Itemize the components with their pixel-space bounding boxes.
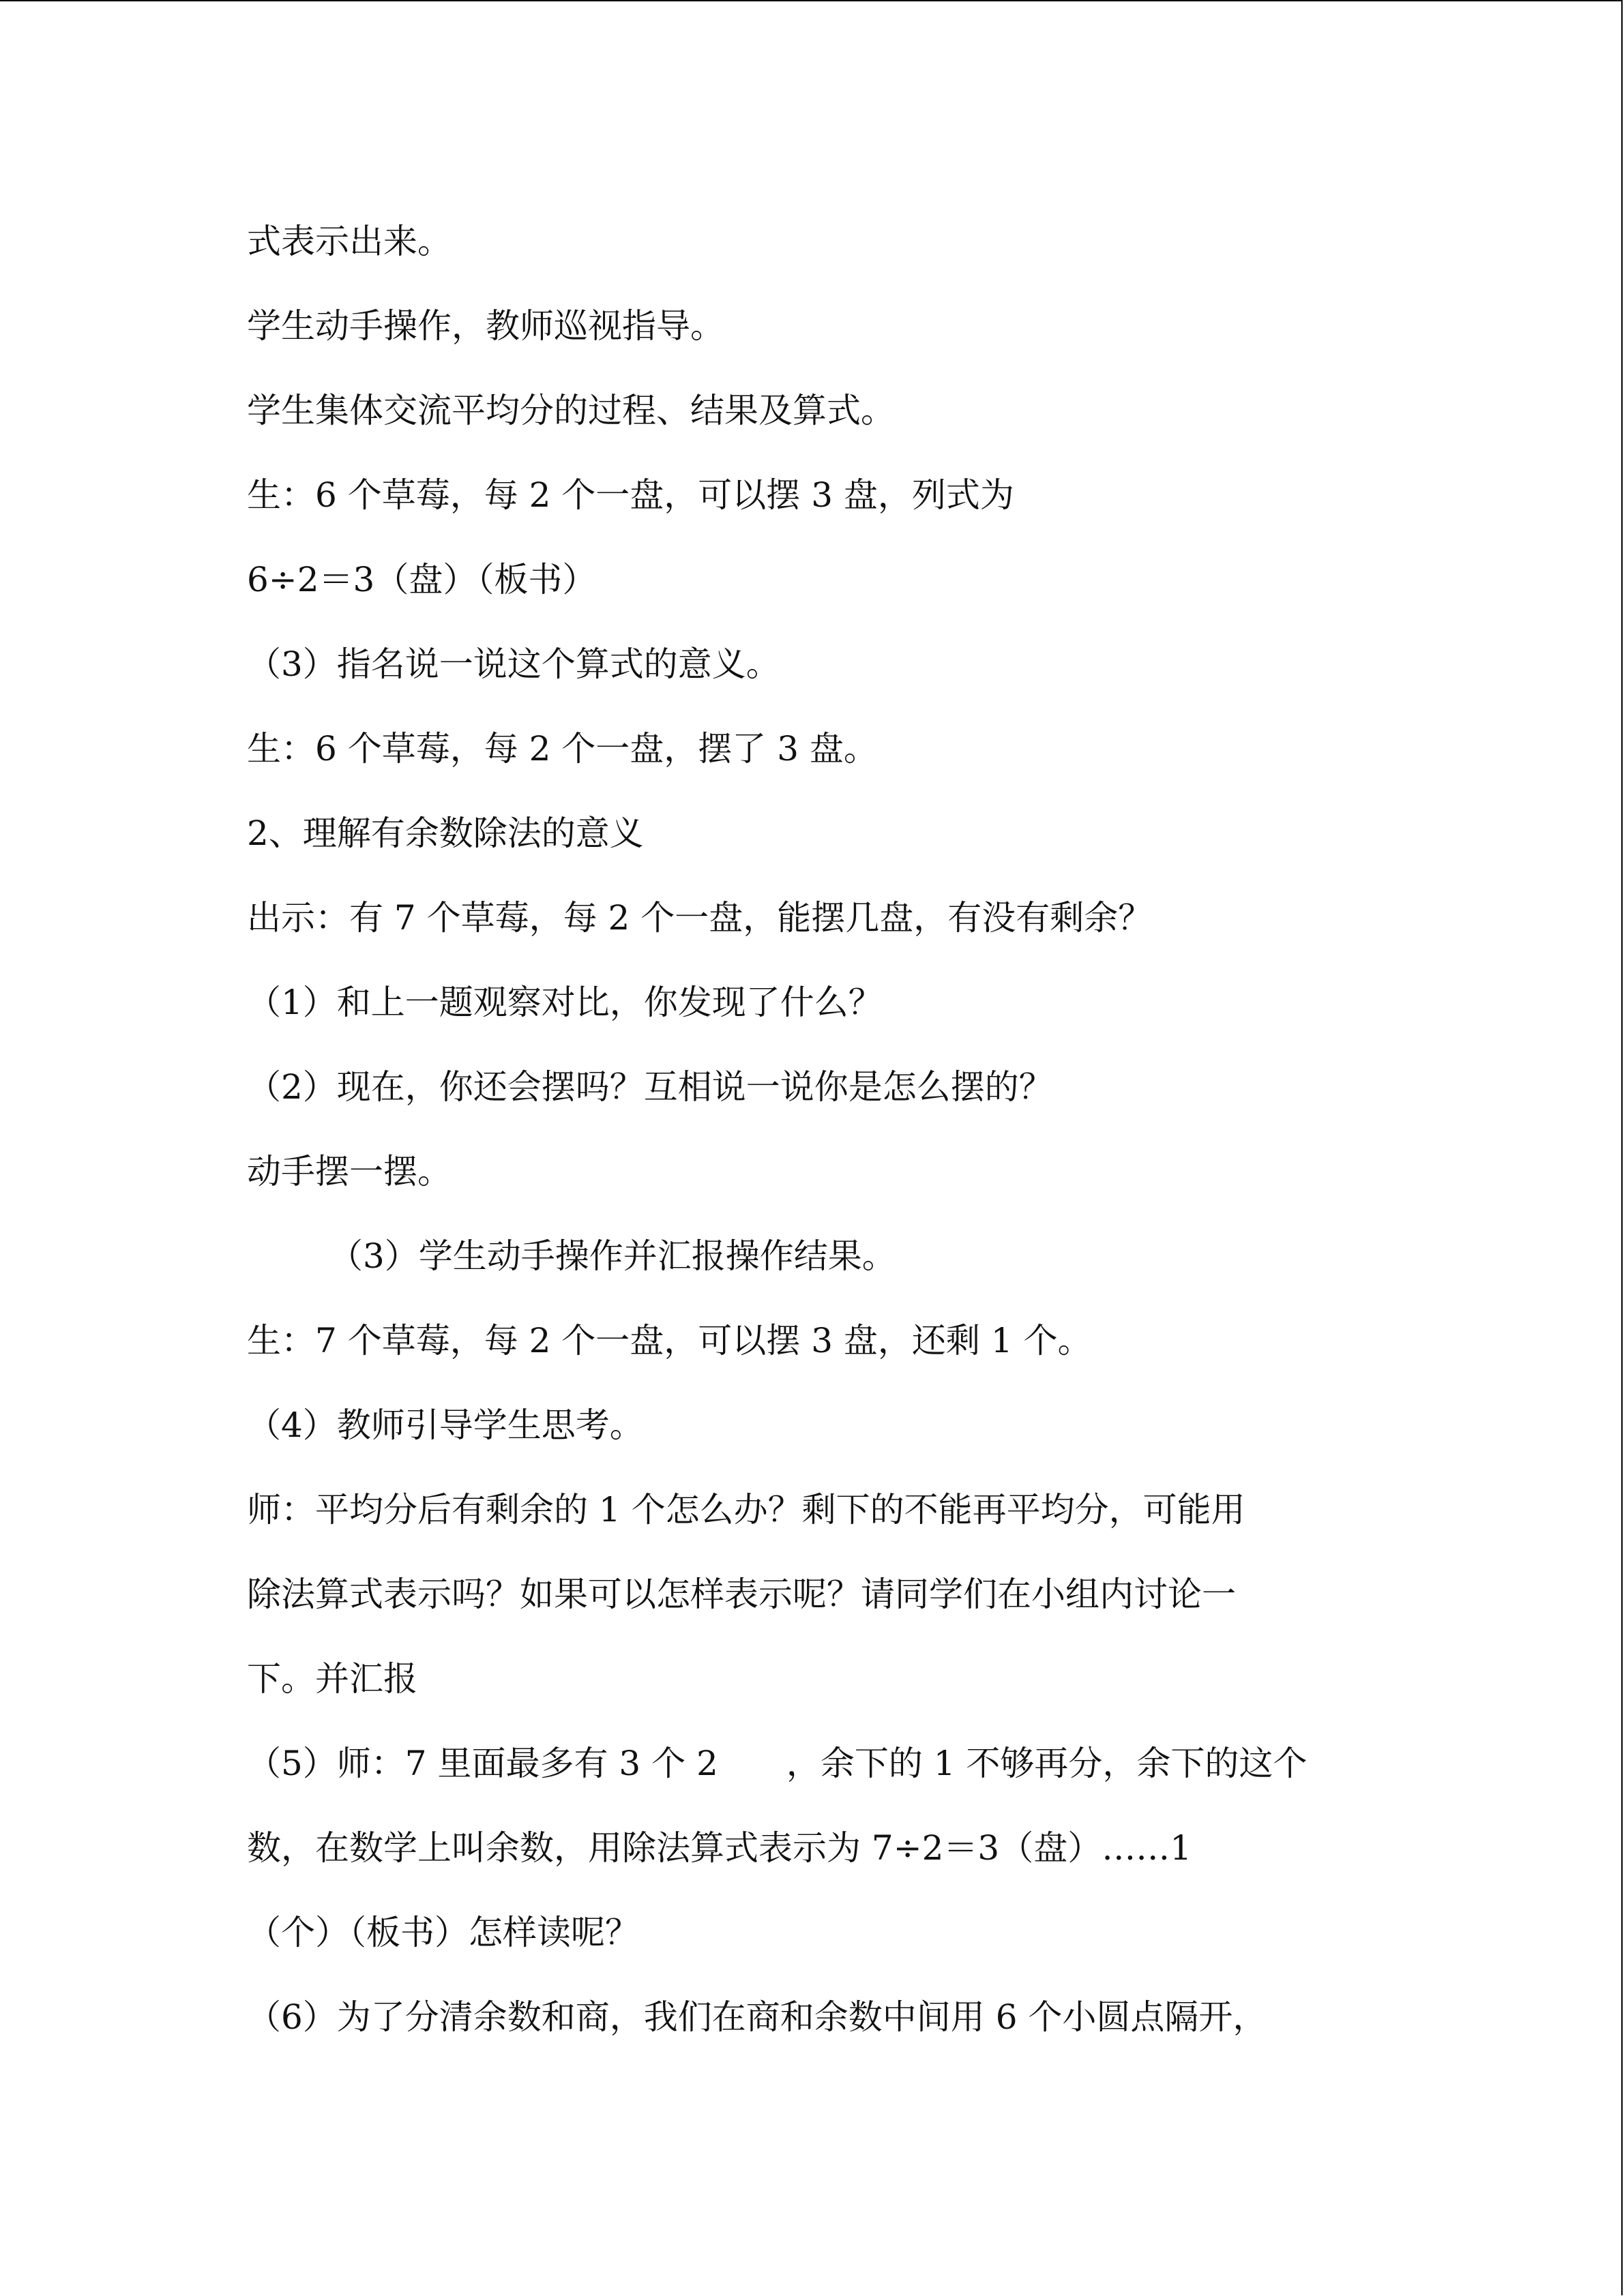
text-line: （1）和上一题观察对比，你发现了什么？ bbox=[247, 983, 883, 1022]
text-line: 6÷2＝3（盘）（板书） bbox=[247, 560, 597, 599]
text-line: （3）学生动手操作并汇报操作结果。 bbox=[329, 1236, 896, 1276]
text-line: 学生集体交流平均分的过程、结果及算式。 bbox=[247, 391, 895, 430]
text-line: （4）教师引导学生思考。 bbox=[247, 1405, 644, 1445]
section-heading: 2、理解有余数除法的意义 bbox=[247, 814, 644, 853]
text-line: 数，在数学上叫余数，用除法算式表示为 7÷2＝3（盘）……1 bbox=[247, 1828, 1192, 1868]
text-line: （个）（板书）怎样读呢？ bbox=[247, 1913, 639, 1952]
text-line: 生：6 个草莓，每 2 个一盘，可以摆 3 盘，列式为 bbox=[247, 475, 1014, 515]
document-body bbox=[247, 199, 1406, 2059]
text-line: 生：7 个草莓，每 2 个一盘，可以摆 3 盘，还剩 1 个。 bbox=[247, 1321, 1092, 1360]
text-line: 式表示出来。 bbox=[247, 222, 452, 261]
text-line: 动手摆一摆。 bbox=[247, 1152, 452, 1191]
text-line: （6）为了分清余数和商，我们在商和余数中间用 6 个小圆点隔开， bbox=[247, 1997, 1267, 2037]
text-line: 除法算式表示吗？如果可以怎样表示呢？请同学们在小组内讨论一 bbox=[247, 1575, 1236, 1614]
text-line: 生：6 个草莓，每 2 个一盘，摆了 3 盘。 bbox=[247, 729, 878, 769]
text-line: 学生动手操作，教师巡视指导。 bbox=[247, 306, 724, 346]
text-line: 出示：有 7 个草莓，每 2 个一盘，能摆几盘，有没有剩余？ bbox=[247, 898, 1153, 938]
text-line: 师：平均分后有剩余的 1 个怎么办？剩下的不能再平均分，可能用 bbox=[247, 1490, 1245, 1530]
text-line: （3）指名说一说这个算式的意义。 bbox=[247, 644, 780, 684]
text-line: （5）师：7 里面最多有 3 个 2 ，余下的 1 不够再分，余下的这个 bbox=[247, 1744, 1308, 1783]
text-line: （2）现在，你还会摆吗？互相说一说你是怎么摆的？ bbox=[247, 1067, 1053, 1107]
text-line: 下。并汇报 bbox=[247, 1659, 417, 1699]
